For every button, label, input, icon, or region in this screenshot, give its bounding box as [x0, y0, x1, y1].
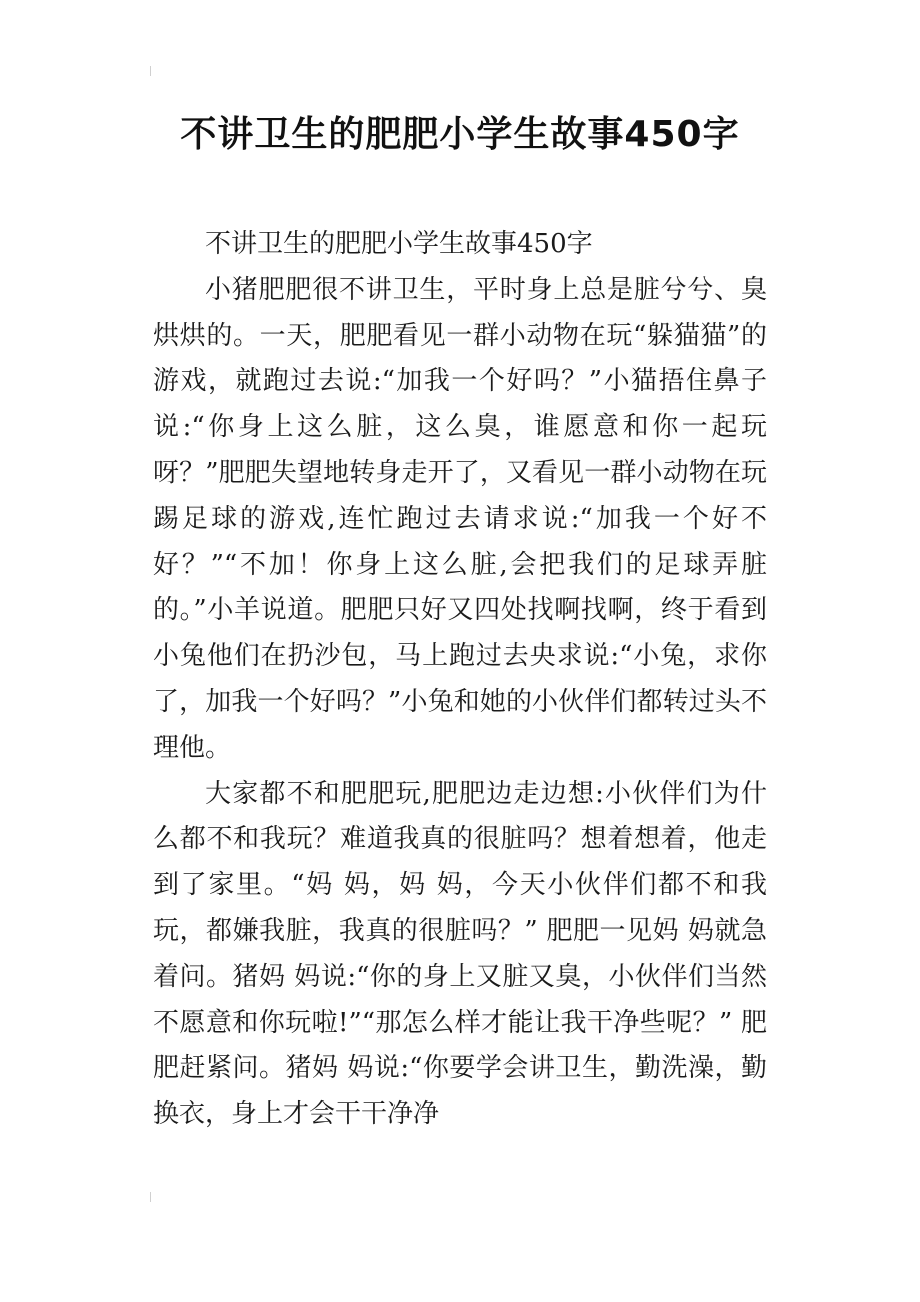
- document-body: [153, 222, 767, 1138]
- corner-mark-bottom: [150, 1192, 157, 1202]
- paragraph-subtitle: 不讲卫生的肥肥小学生故事450字: [205, 229, 593, 259]
- paragraph-2: 大家都不和肥肥玩,肥肥边走边想:小伙伴们为什么都不和我玩？难道我真的很脏吗？想着想着，他走到了家里。“妈 妈，妈 妈，今天小伙伴们都不和我玩，都嫌我脏，我真的很脏吗？” 肥肥一见妈 妈就急着问。猪妈 妈说:“你的身上又脏又臭，小伙伴们当然不愿意和你玩啦!”“那怎么样才能让我干净些呢？” 肥肥赶紧问。猪妈 妈说:“你要学会讲卫生，勤洗澡，勤换衣，身上才会干干净净: [153, 778, 767, 1130]
- document-title: 不讲卫生的肥肥小学生故事450字: [180, 114, 740, 155]
- corner-mark-top: [150, 66, 157, 76]
- paragraph-1: 小猪肥肥很不讲卫生，平时身上总是脏兮兮、臭烘烘的。一天，肥肥看见一群小动物在玩“躲猫猫”的游戏，就跑过去说:“加我一个好吗？”小猫捂住鼻子说:“你身上这么脏，这么臭，谁愿意和你一起玩呀？”肥肥失望地转身走开了，又看见一群小动物在玩踢足球的游戏,连忙跑过去请求说:“加我一个好不好？”“不加！你身上这么脏,会把我们的足球弄脏的。”小羊说道。肥肥只好又四处找啊找啊，终于看到小兔他们在扔沙包，马上跑过去央求说:“小兔，求你了，加我一个好吗？”小兔和她的小伙伴们都转过头不理他。: [153, 274, 767, 763]
